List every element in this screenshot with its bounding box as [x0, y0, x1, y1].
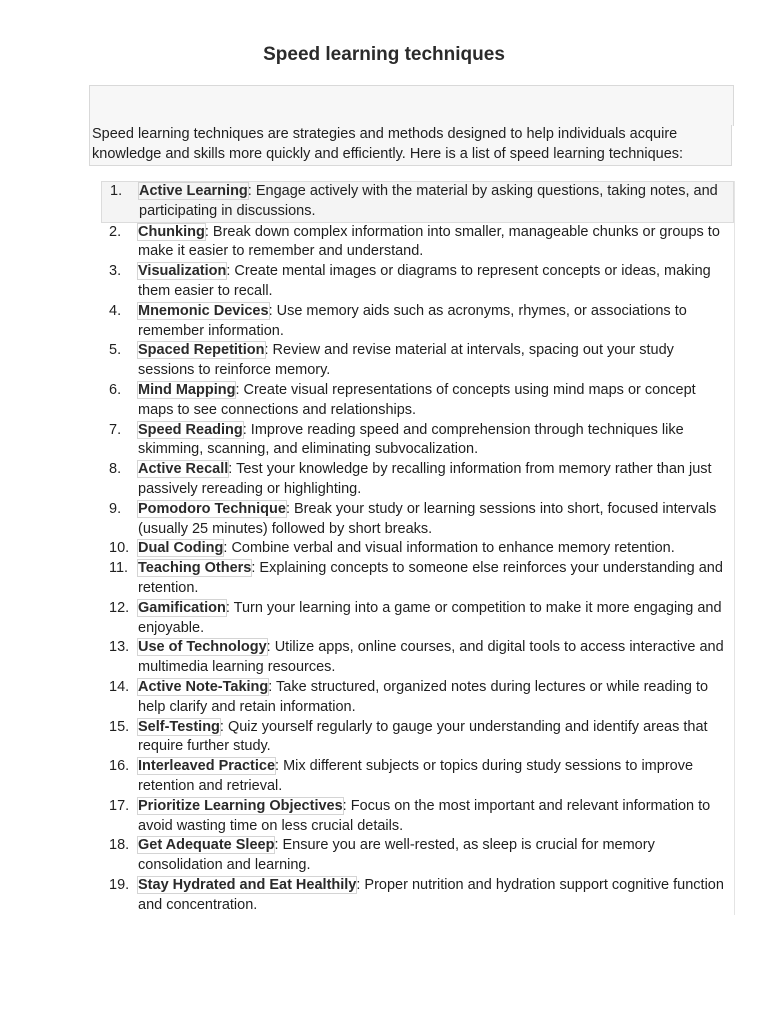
list-item	[101, 678, 734, 718]
list-item-description: : Create mental images or diagrams to represent concepts or ideas, making them easier to recall.	[138, 263, 711, 299]
list-item-term: Get Adequate Sleep	[138, 837, 275, 854]
list-item-description: : Take structured, organized notes during lectures or while reading to help clarify and retain information.	[138, 678, 709, 715]
list-item	[101, 876, 734, 916]
list-item-number: 14.	[109, 678, 130, 695]
intro-paragraph: Speed learning techniques are strategies and methods designed to help individuals acquire knowledge and skills more quickly and efficiently. Here is a list of speed learning techniques:	[89, 125, 732, 166]
list-item-number: 1.	[110, 183, 123, 199]
list-item-term: Speed Reading	[138, 421, 243, 438]
list-item-term: Active Learning	[139, 183, 248, 199]
list-item-number: 17.	[109, 797, 130, 814]
list-item-number: 15.	[109, 718, 130, 735]
list-item	[101, 638, 734, 678]
list-item-term: Use of Technology	[138, 639, 267, 656]
list-item-description: : Break your study or learning sessions into short, focused intervals (usually 25 minutes) followed by short breaks.	[138, 500, 717, 537]
list-item	[101, 836, 734, 876]
list-item-description: : Break down complex information into smaller, manageable chunks or groups to make it easier to remember and understand.	[138, 223, 720, 260]
list-item-number: 8.	[109, 461, 122, 478]
list-item-description: : Improve reading speed and comprehension through techniques like skimming, scanning, and eliminating subvocalization.	[138, 421, 684, 458]
list-item	[101, 559, 734, 599]
list-item-term: Gamification	[138, 599, 226, 616]
list-item-description: : Quiz yourself regularly to gauge your understanding and identify areas that require further study.	[138, 718, 708, 755]
list-item-term: Dual Coding	[138, 540, 224, 557]
list-item-description: : Focus on the most important and relevant information to avoid wasting time on less crucial details.	[138, 797, 711, 834]
list-item-description: : Engage actively with the material by asking questions, taking notes, and participating in discussions.	[139, 183, 718, 219]
list-item-description: : Turn your learning into a game or competition to make it more engaging and enjoyable.	[138, 599, 722, 636]
list-item-number: 2.	[109, 223, 122, 240]
list-item-description: : Mix different subjects or topics during study sessions to improve retention and retrieval.	[138, 758, 694, 794]
list-item-number: 5.	[109, 342, 122, 359]
list-item-number: 9.	[109, 500, 122, 517]
list-item	[101, 302, 734, 342]
technique-list	[101, 181, 735, 915]
list-item-number: 4.	[109, 302, 122, 319]
list-item-term: Prioritize Learning Objectives	[138, 797, 343, 814]
list-item-term: Mnemonic Devices	[138, 302, 269, 319]
list-item	[101, 223, 734, 263]
list-item	[101, 718, 734, 758]
list-item-number: 16.	[109, 758, 130, 775]
list-item-number: 19.	[109, 876, 130, 893]
list-item-term: Mind Mapping	[138, 381, 236, 398]
list-item-term: Self-Testing	[138, 718, 220, 735]
list-item-description: : Use memory aids such as acronyms, rhymes, or associations to remember information.	[138, 302, 687, 339]
list-item-term: Teaching Others	[138, 560, 252, 577]
list-item	[101, 421, 734, 461]
list-item-term: Stay Hydrated and Eat Healthily	[138, 876, 357, 893]
list-item-term: Chunking	[138, 223, 205, 240]
list-item	[101, 500, 734, 540]
list-item-description: : Proper nutrition and hydration support cognitive function and concentration.	[138, 876, 724, 913]
list-item	[101, 599, 734, 639]
list-item-term: Active Note-Taking	[138, 678, 269, 695]
list-item-description: : Explaining concepts to someone else reinforces your understanding and retention.	[138, 560, 723, 596]
list-item-number: 6.	[109, 381, 122, 398]
list-item	[101, 341, 734, 381]
list-item-term: Active Recall	[138, 461, 229, 478]
list-item-description: : Utilize apps, online courses, and digital tools to access interactive and multimedia learning resources.	[138, 639, 724, 676]
list-item-number: 11.	[109, 560, 129, 577]
list-item	[101, 381, 734, 421]
list-item	[101, 797, 734, 837]
list-item	[101, 181, 734, 223]
list-item-description: : Test your knowledge by recalling information from memory rather than just passively rereading or highlighting.	[138, 461, 712, 497]
list-item-term: Interleaved Practice	[138, 758, 276, 775]
list-item-number: 3.	[109, 263, 122, 280]
list-item-description: : Review and revise material at intervals, spacing out your study sessions to reinforce memory.	[138, 342, 674, 379]
list-item-term: Visualization	[138, 263, 227, 280]
header-box	[89, 85, 734, 126]
list-item-description: : Combine verbal and visual information to enhance memory retention.	[223, 540, 675, 557]
list-item	[101, 262, 734, 302]
list-item	[101, 460, 734, 500]
list-item-number: 13.	[109, 639, 130, 656]
list-item-number: 10.	[109, 540, 130, 557]
list-item-term: Spaced Repetition	[138, 342, 265, 359]
list-item	[101, 539, 734, 559]
list-item-number: 12.	[109, 599, 130, 616]
list-item-description: : Ensure you are well-rested, as sleep is crucial for memory consolidation and learning.	[138, 837, 655, 874]
list-item-number: 18.	[109, 837, 130, 854]
page-title: Speed learning techniques	[263, 44, 505, 65]
list-item-number: 7.	[109, 421, 122, 438]
list-item-description: : Create visual representations of concepts using mind maps or concept maps to see connections and relationships.	[138, 381, 696, 418]
list-item	[101, 757, 734, 797]
list-item-term: Pomodoro Technique	[138, 500, 286, 517]
